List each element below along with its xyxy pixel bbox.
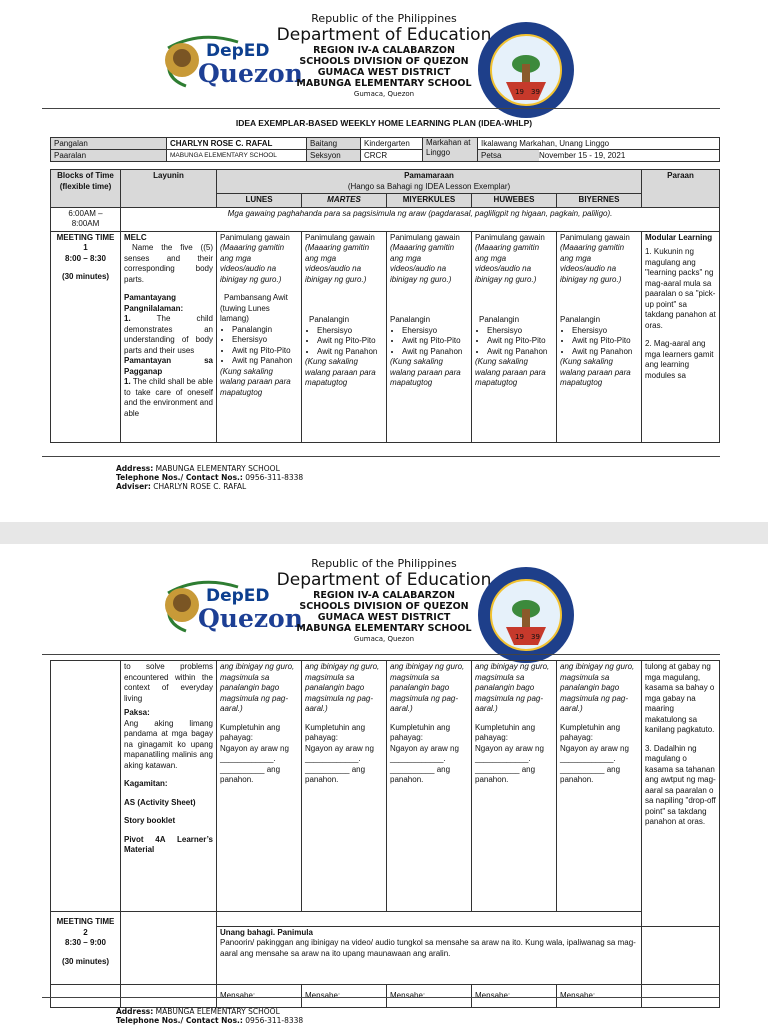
page-2 — [0, 545, 768, 1024]
svg-text:19: 19 — [515, 633, 524, 641]
day-header-biyernes: BIYERNES — [557, 194, 642, 208]
huwebes-panimulang: Panimulang gawain — [475, 232, 545, 242]
unang-bahagi-text: Panoorin/ pakinggan ang ibinigay na video/ audio tungkol sa mensahe sa araw na ito. Kung wala, ipaliwanag sa mag-aaral ang mensahe sa araw na ito upang maunawaan ang aralin. — [220, 938, 636, 958]
martes-kumpletuhin: Kumpletuhin ang pahayag: — [305, 722, 366, 742]
miyerkules-kumpletuhin: Kumpletuhin ang pahayag: — [390, 722, 451, 742]
biyernes-bullet: • Ehersisyo — [572, 326, 638, 337]
huwebes-bullet: • Ehersisyo — [487, 326, 553, 337]
paraan-cell-mensahe — [642, 985, 720, 1008]
miyerkules-bullet: • Awit ng Panahon — [402, 347, 468, 358]
pangalan-label: Pangalan — [51, 138, 167, 150]
school-seal — [476, 565, 576, 665]
huwebes-kung-sakaling: (Kung sakaling walang paraan para mapatugtog — [475, 357, 546, 387]
location-line: Gumaca, Quezon — [353, 635, 415, 643]
svg-text:39: 39 — [531, 88, 540, 96]
meeting1-duration: (30 minutes) — [61, 272, 110, 281]
petsa-label: Petsa — [478, 150, 539, 161]
martes-cell — [302, 231, 387, 442]
miyerkules-bullets — [390, 326, 468, 358]
biyernes-cell-cont — [557, 661, 642, 912]
martes-bullets — [305, 326, 383, 358]
pagganap-text: 1. The child shall be able to take care of oneself and the environment and able — [124, 377, 214, 418]
huwebes-cont: ang ibinigay ng guro, magsimula sa panalangin bago magsimula ng pag-aaral.) — [475, 662, 550, 713]
huwebes-mensahe: Mensahe: — [472, 985, 557, 1008]
letterhead — [0, 557, 768, 644]
martes-bullet: • Awit ng Panahon — [317, 347, 383, 358]
biyernes-cell — [557, 231, 642, 442]
pagganap-label: Pamantayan sa Pagganap — [124, 356, 213, 376]
biyernes-panalangin: Panalangin — [560, 315, 601, 324]
petsa-value: November 15 - 19, 2021 — [539, 151, 626, 160]
lunes-pambansang: Pambansang Awit (tuwing Lunes lamang) — [220, 293, 288, 323]
meeting2-time — [51, 912, 121, 985]
layunin-cell-mensahe — [121, 985, 217, 1008]
kagamitan-item: Pivot 4A Learner’s Material — [124, 834, 213, 854]
unang-bahagi-title: Unang bahagi. Panimula — [220, 927, 313, 937]
pamamaraan-title: Pamamaraan — [404, 171, 454, 180]
huwebes-ngayon: Ngayon ay araw ng ____________. __________ ang panahon. — [475, 743, 544, 784]
footer-address: Address: MABUNGA ELEMENTARY SCHOOL — [116, 1007, 280, 1016]
martes-mensahe: Mensahe: — [302, 985, 387, 1008]
plan-table — [50, 169, 720, 443]
meeting2-title: MEETING TIME 2 — [56, 917, 115, 937]
day-header-miyerkules: MIYERKULES — [387, 194, 472, 208]
svg-text:19: 19 — [515, 88, 524, 96]
martes-bullet: • Ehersisyo — [317, 326, 383, 337]
martes-kung-sakaling: (Kung sakaling walang paraan para mapatugtog — [305, 357, 376, 387]
pamamaraan-header — [217, 170, 642, 194]
svg-text:DepED: DepED — [206, 41, 270, 61]
melc-label: MELC — [124, 232, 147, 242]
huwebes-bullet: • Awit ng Panahon — [487, 347, 553, 358]
paraan-cell-cont — [642, 661, 720, 927]
biyernes-kumpletuhin: Kumpletuhin ang pahayag: — [560, 722, 621, 742]
paaralan-label: Paaralan — [51, 150, 167, 162]
lunes-note: (Maaaring gamitin ang mga videos/audio na ibinigay ng guro.) — [220, 243, 285, 284]
martes-cell-cont — [302, 661, 387, 912]
miyerkules-cont: ang ibinigay ng guro, magsimula sa panalangin bago magsimula ng pag-aaral.) — [390, 662, 465, 713]
meeting1-title: MEETING TIME 1 — [56, 232, 115, 252]
pamantayang-label: Pamantayang Pangnilalaman: — [124, 293, 184, 313]
huwebes-cell-cont — [472, 661, 557, 912]
miyerkules-kung-sakaling: (Kung sakaling walang paraan para mapatugtog — [390, 357, 461, 387]
paraan-item-1: 1. Kukunin ng magulang ang "learning packs" ng mag-aaral mula sa paaralan o sa "pick-up point" sa takdang panahon at oras. — [645, 247, 716, 330]
svg-text:DepED: DepED — [206, 586, 270, 606]
school-seal — [476, 20, 576, 120]
page-separator — [0, 522, 768, 544]
info-table — [50, 137, 720, 162]
biyernes-kung-sakaling: (Kung sakaling walang paraan para mapatugtog — [560, 357, 631, 387]
paraan-cont: tulong at gabay ng mga magulang, kasama sa bahay o mga gabay na maaring makatulong sa kanilang pagkatuto. — [645, 662, 715, 734]
martes-ngayon: Ngayon ay araw ng ____________. __________ ang panahon. — [305, 743, 374, 784]
markahan-value: Ikalawang Markahan, Unang Linggo — [478, 138, 720, 150]
meeting2-duration: (30 minutes) — [61, 956, 110, 966]
prep-activities: Mga gawaing paghahanda para sa pagsisimula ng araw (pagdarasal, pagliligpit ng higaan, pagkain, paliligo). — [121, 207, 720, 231]
seksyon-value: CRCR — [361, 150, 423, 162]
lunes-cell — [217, 231, 302, 442]
division-line: SCHOOLS DIVISION OF QUEZON — [299, 56, 469, 67]
district-line: GUMACA WEST DISTRICT — [317, 612, 451, 623]
melc-text: Name the five ((5) senses and their corresponding body parts. — [124, 243, 213, 284]
paaralan-value: MABUNGA ELEMENTARY SCHOOL — [167, 150, 307, 162]
layunin-cont-text: to solve problems encountered within the context of everyday living — [124, 662, 213, 703]
pamantayang-text: 1. The child demonstrates an understanding of body parts and their uses — [124, 314, 213, 355]
svg-text:Quezon: Quezon — [198, 59, 303, 88]
division-line: SCHOOLS DIVISION OF QUEZON — [299, 601, 469, 612]
lunes-mensahe: Mensahe: — [217, 985, 302, 1008]
plan-table-continued — [50, 660, 720, 1008]
baitang-value: Kindergarten — [361, 138, 423, 150]
huwebes-bullets — [475, 326, 553, 358]
kagamitan-label: Kagamitan: — [124, 779, 168, 788]
blocks-cell-empty — [51, 661, 121, 912]
layunin-cell-meeting2 — [121, 912, 217, 985]
kagamitan-item: AS (Activity Sheet) — [124, 797, 196, 807]
republic-line: Republic of the Philippines — [311, 12, 457, 25]
miyerkules-mensahe: Mensahe: — [387, 985, 472, 1008]
day-header-huwebes: HUWEBES — [472, 194, 557, 208]
department-line: Department of Education — [276, 570, 492, 590]
spacer-cell — [217, 912, 642, 927]
biyernes-bullet: • Awit ng Pito-Pito — [572, 336, 638, 347]
layunin-cell — [121, 231, 217, 442]
paraan-item-2: 2. Mag-aaral ang mga learners gamit ang learning modules sa — [645, 339, 714, 380]
biyernes-mensahe: Mensahe: — [557, 985, 642, 1008]
miyerkules-panalangin: Panalangin — [390, 315, 431, 324]
baitang-label: Baitang — [307, 138, 361, 150]
department-line: Department of Education — [276, 25, 492, 45]
miyerkules-cell-cont — [387, 661, 472, 912]
footer — [116, 464, 303, 491]
lunes-bullet: • Awit ng Pito-Pito — [232, 346, 298, 357]
pangalan-value: CHARLYN ROSE C. RAFAL — [167, 138, 307, 150]
biyernes-panimulang: Panimulang gawain — [560, 232, 630, 242]
huwebes-note: (Maaaring gamitin ang mga videos/audio na ibinigay ng guro.) — [475, 243, 540, 284]
seksyon-label: Seksyon — [307, 150, 361, 162]
martes-panimulang: Panimulang gawain — [305, 232, 375, 242]
footer-address: Address: MABUNGA ELEMENTARY SCHOOL — [116, 464, 280, 473]
unang-bahagi-cell — [217, 926, 642, 984]
biyernes-note: (Maaaring gamitin ang mga videos/audio na ibinigay ng guro.) — [560, 243, 625, 284]
miyerkules-ngayon: Ngayon ay araw ng ____________. __________ ang panahon. — [390, 743, 459, 784]
footer-phone: Telephone Nos./ Contact Nos.: 0956-311-8338 — [116, 1016, 304, 1025]
plan-title: IDEA EXEMPLAR-BASED WEEKLY HOME LEARNING PLAN (IDEA-WHLP) — [235, 118, 533, 128]
lunes-kung-sakaling: (Kung sakaling walang paraan para mapatugtog — [220, 366, 291, 397]
school-line: MABUNGA ELEMENTARY SCHOOL — [296, 78, 472, 89]
miyerkules-bullet: • Ehersisyo — [402, 326, 468, 337]
day-header-martes: MARTES — [302, 194, 387, 208]
footer-rule — [42, 456, 720, 457]
martes-note: (Maaaring gamitin ang mga videos/audio na ibinigay ng guro.) — [305, 243, 370, 284]
day-header-lunes: LUNES — [217, 194, 302, 208]
huwebes-panalangin: Panalangin — [479, 315, 520, 324]
header-rule — [42, 108, 720, 109]
lunes-bullet: • Awit ng Panahon — [232, 356, 298, 367]
miyerkules-cell — [387, 231, 472, 442]
footer-phone: Telephone Nos./ Contact Nos.: 0956-311-8338 — [116, 473, 304, 482]
header-rule — [42, 654, 720, 655]
markahan-label: Markahan at Linggo — [423, 138, 478, 162]
lunes-bullets — [220, 325, 298, 367]
layunin-cell-cont — [121, 661, 217, 912]
huwebes-kumpletuhin: Kumpletuhin ang pahayag: — [475, 722, 536, 742]
lunes-cell-cont — [217, 661, 302, 912]
miyerkules-note: (Maaaring gamitin ang mga videos/audio na ibinigay ng guro.) — [390, 243, 455, 284]
huwebes-cell — [472, 231, 557, 442]
biyernes-bullet: • Awit ng Panahon — [572, 347, 638, 358]
paraan-cell-meeting2 — [642, 926, 720, 984]
region-line: REGION IV-A CALABARZON — [313, 45, 455, 56]
paraan-item-3: 3. Dadalhin ng magulang o kasama sa tahanan ang awtput ng mag-aaral sa paaralan o sa napiling "drop-off point" sa takdang panahon at oras. — [645, 743, 716, 826]
biyernes-bullets — [560, 326, 638, 358]
letterhead — [0, 12, 768, 99]
martes-bullet: • Awit ng Pito-Pito — [317, 336, 383, 347]
meeting2-range: 8:30 – 9:00 — [65, 938, 106, 947]
blocks-cell-mensahe — [51, 985, 121, 1008]
kagamitan-item: Story booklet — [124, 816, 176, 825]
paksa-label: Paksa: — [124, 708, 150, 717]
biyernes-ngayon: Ngayon ay araw ng ____________. __________ ang panahon. — [560, 743, 629, 784]
lunes-ngayon: Ngayon ay araw ng ____________. __________ ang panahon. — [220, 743, 289, 784]
miyerkules-panimulang: Panimulang gawain — [390, 232, 460, 242]
prep-time: 6:00AM – 8:00AM — [51, 207, 121, 231]
pamamaraan-subtitle: (Hango sa Bahagi ng IDEA Lesson Exemplar) — [347, 181, 511, 191]
lunes-bullet: • Ehersisyo — [232, 335, 298, 346]
lunes-panimulang: Panimulang gawain — [220, 232, 290, 242]
meeting1-time — [51, 231, 121, 442]
paraan-header: Paraan — [642, 170, 720, 208]
lunes-bullet: • Panalangin — [232, 325, 298, 336]
huwebes-bullet: • Awit ng Pito-Pito — [487, 336, 553, 347]
region-line: REGION IV-A CALABARZON — [313, 590, 455, 601]
layunin-header: Layunin — [121, 170, 217, 208]
lunes-kumpletuhin: Kumpletuhin ang pahayag: — [220, 722, 281, 742]
location-line: Gumaca, Quezon — [353, 90, 415, 98]
blocks-header: Blocks of Time (flexible time) — [51, 170, 121, 208]
school-line: MABUNGA ELEMENTARY SCHOOL — [296, 623, 472, 634]
district-line: GUMACA WEST DISTRICT — [317, 67, 451, 78]
miyerkules-bullet: • Awit ng Pito-Pito — [402, 336, 468, 347]
biyernes-cont: ang ibinigay ng guro, magsimula sa panalangin bago magsimula ng pag-aaral.) — [560, 662, 635, 713]
paksa-text: Ang aking limang pandama at mga bagay na ginagamit ko upang mapanatiling malinis ang aking katawan. — [124, 718, 213, 770]
lunes-cont: ang ibinigay ng guro, magsimula sa panalangin bago magsimula ng pag-aaral.) — [220, 662, 295, 713]
martes-panalangin: Panalangin — [309, 315, 350, 324]
meeting1-range: 8:00 – 8:30 — [65, 253, 106, 263]
petsa-cell — [478, 150, 720, 162]
footer-rule — [42, 997, 720, 998]
paraan-title: Modular Learning — [645, 232, 713, 242]
paraan-cell — [642, 231, 720, 442]
svg-text:Quezon: Quezon — [198, 604, 303, 633]
footer — [116, 1007, 303, 1025]
republic-line: Republic of the Philippines — [311, 557, 457, 570]
svg-text:39: 39 — [531, 633, 540, 641]
footer-adviser: Adviser: CHARLYN ROSE C. RAFAL — [116, 482, 247, 491]
martes-cont: ang ibinigay ng guro, magsimula sa panalangin bago magsimula ng pag-aaral.) — [305, 662, 380, 713]
